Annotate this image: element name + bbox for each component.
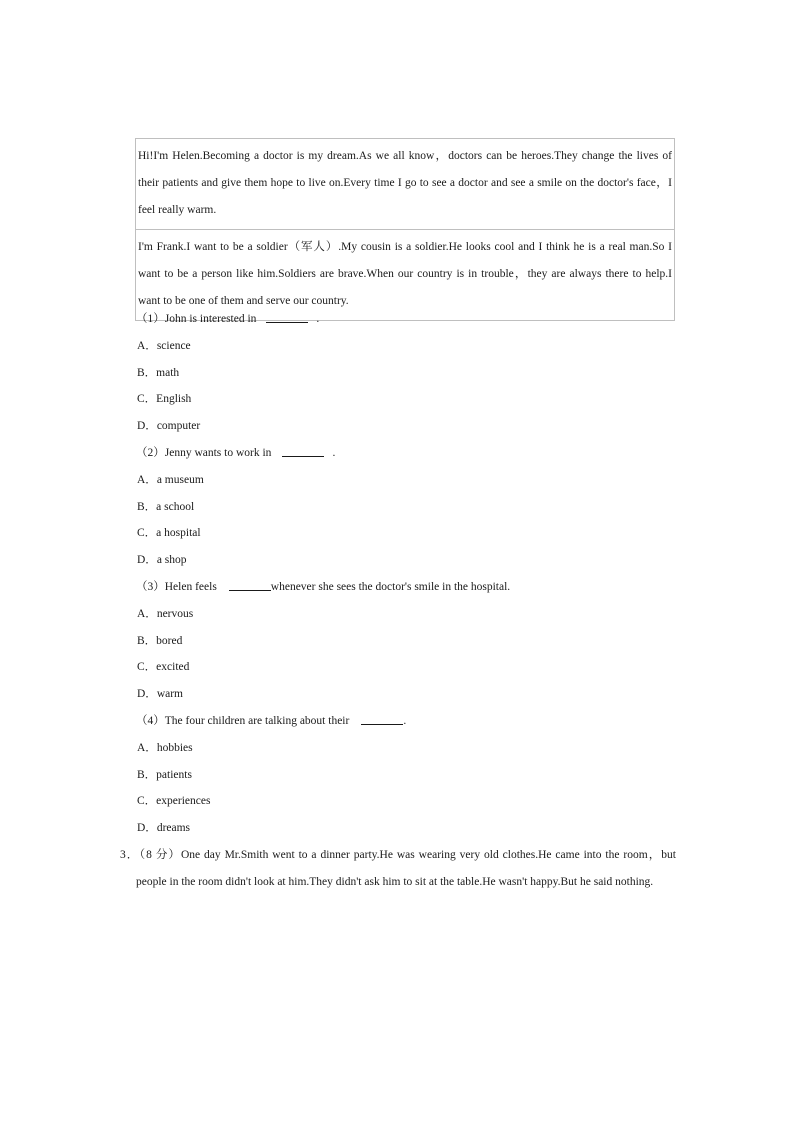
option-text: patients bbox=[156, 768, 192, 781]
option-letter: A． bbox=[137, 473, 157, 486]
option-c bbox=[136, 520, 676, 547]
question-text: John is interested in bbox=[164, 313, 257, 325]
passage-helen: Hi!I'm Helen.Becoming a doctor is my dream.As we all know，doctors can be heroes.They change the lives of their patients and give them hope to live on.Every time I go to see a doctor and see a smile on the doctor's face，I feel really warm. bbox=[138, 150, 672, 216]
problem-score: （8 分） bbox=[139, 849, 181, 861]
problem-3-body bbox=[120, 842, 676, 896]
option-d bbox=[136, 681, 676, 708]
problem-number: 3． bbox=[120, 849, 140, 861]
option-letter: D． bbox=[137, 822, 157, 835]
question-2-stem bbox=[136, 440, 676, 467]
question-text-end: . bbox=[332, 446, 336, 459]
question-3-stem bbox=[136, 574, 676, 601]
option-a bbox=[136, 601, 676, 628]
question-text: The four children are talking about their bbox=[164, 714, 350, 727]
option-text: experiences bbox=[156, 795, 211, 808]
question-4-stem bbox=[136, 708, 676, 735]
question-text-end: . bbox=[316, 313, 320, 325]
option-letter: B． bbox=[137, 500, 157, 513]
option-c bbox=[136, 788, 676, 815]
answer-blank bbox=[282, 444, 324, 457]
option-text: computer bbox=[156, 420, 201, 433]
option-text: warm bbox=[156, 688, 183, 701]
option-a bbox=[136, 735, 676, 762]
option-a bbox=[136, 333, 676, 360]
option-b bbox=[136, 360, 676, 387]
option-letter: A． bbox=[137, 339, 157, 352]
option-text: hobbies bbox=[156, 741, 193, 754]
option-a bbox=[136, 467, 676, 494]
option-text: a museum bbox=[156, 473, 204, 486]
option-text: science bbox=[156, 339, 191, 352]
question-number: （1） bbox=[136, 313, 165, 325]
option-letter: A． bbox=[137, 607, 157, 620]
question-text: Jenny wants to work in bbox=[164, 446, 272, 459]
option-letter: B． bbox=[137, 634, 157, 647]
option-text: excited bbox=[156, 661, 190, 674]
option-b bbox=[136, 628, 676, 655]
option-letter: C． bbox=[137, 795, 157, 808]
option-letter: D． bbox=[137, 420, 157, 433]
option-d bbox=[136, 547, 676, 574]
option-d bbox=[136, 413, 676, 440]
option-c bbox=[136, 654, 676, 681]
answer-blank bbox=[229, 578, 271, 591]
option-text: English bbox=[156, 393, 192, 406]
option-text: math bbox=[156, 366, 180, 379]
answer-blank bbox=[266, 310, 308, 323]
option-text: bored bbox=[156, 634, 183, 647]
option-b bbox=[136, 762, 676, 789]
option-text: a school bbox=[156, 500, 195, 513]
passage-table bbox=[135, 138, 675, 321]
option-letter: A． bbox=[137, 741, 157, 754]
option-text: dreams bbox=[156, 822, 191, 835]
question-text: Helen feels bbox=[164, 580, 217, 593]
option-letter: B． bbox=[137, 366, 157, 379]
question-text-end: whenever she sees the doctor's smile in the hospital. bbox=[270, 580, 511, 593]
question-number: （4） bbox=[136, 714, 165, 727]
question-list bbox=[136, 306, 676, 842]
answer-blank bbox=[361, 712, 403, 725]
passage-frank: I'm Frank.I want to be a soldier（军人）.My cousin is a soldier.He looks cool and I think he is a real man.So I want to be a person like him.Soldiers are brave.When our country is in trouble，they are always there to help.I want to be one of them and serve our country. bbox=[136, 229, 674, 320]
question-number: （3） bbox=[136, 580, 165, 593]
option-letter: B． bbox=[137, 768, 157, 781]
option-text: nervous bbox=[156, 607, 194, 620]
option-b bbox=[136, 494, 676, 521]
question-text-end: . bbox=[403, 714, 407, 727]
problem-text: One day Mr.Smith went to a dinner party.He was wearing very old clothes.He came into the room，but people in the room didn't look at him.They didn't ask him to sit at the table.He wasn't happy.But he said nothing. bbox=[136, 849, 676, 888]
option-text: a hospital bbox=[156, 527, 201, 540]
option-letter: D． bbox=[137, 688, 157, 701]
option-letter: C． bbox=[137, 527, 157, 540]
option-letter: D． bbox=[137, 554, 157, 567]
question-1-stem bbox=[136, 306, 676, 333]
option-d bbox=[136, 815, 676, 842]
option-c bbox=[136, 386, 676, 413]
option-letter: C． bbox=[137, 661, 157, 674]
question-number: （2） bbox=[136, 446, 165, 459]
option-letter: C． bbox=[137, 393, 157, 406]
option-text: a shop bbox=[156, 554, 187, 567]
problem-3 bbox=[120, 842, 676, 896]
